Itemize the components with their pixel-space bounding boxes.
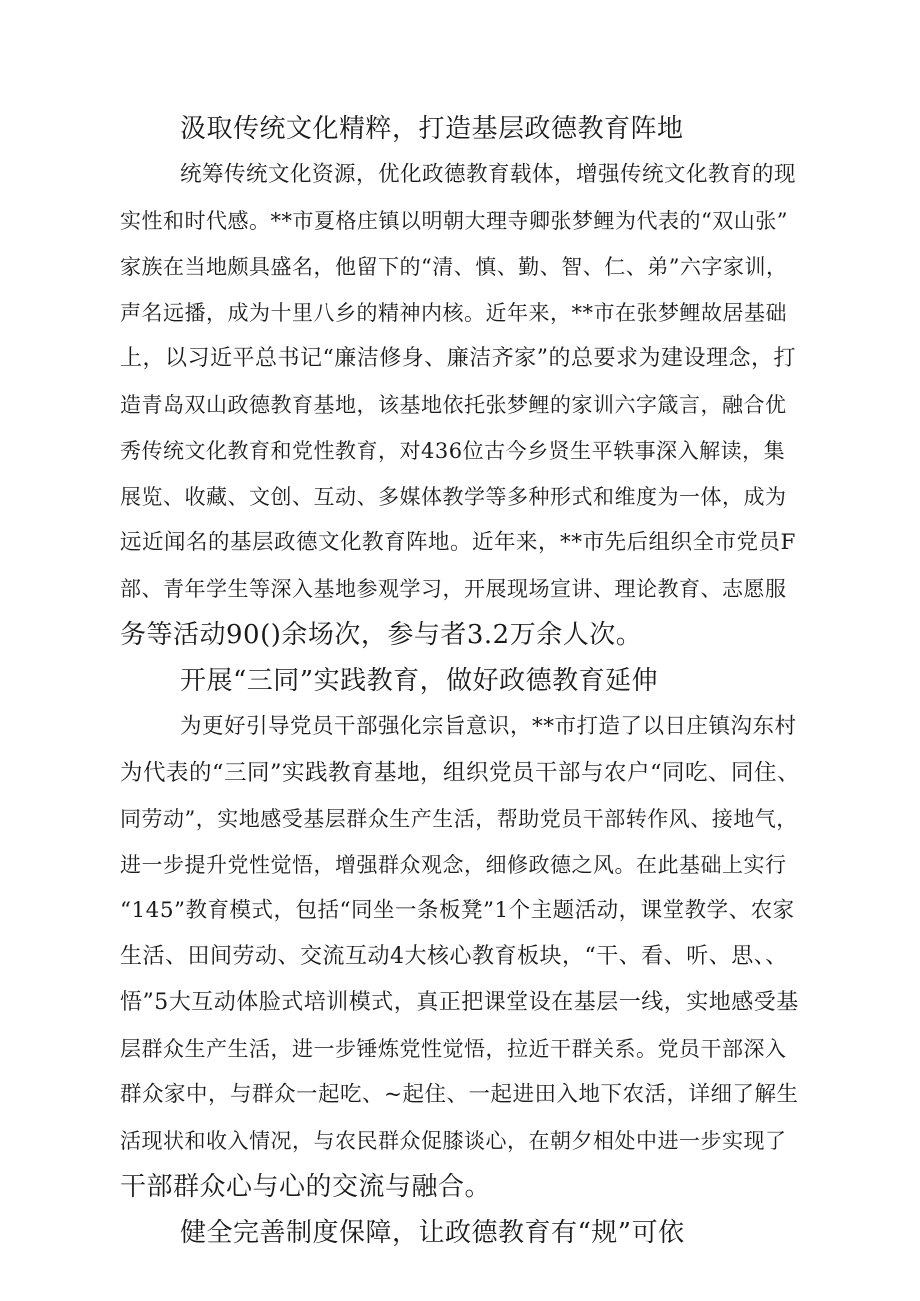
paragraph-line: 造青岛双山政德教育基地，该基地依托张梦鲤的家训六字箴言，融合优 — [120, 393, 787, 417]
paragraph-line: 为更好引导党员干部强化宗旨意识，**市打造了以日庄镇沟东村 — [180, 714, 797, 739]
paragraph-line: 务等活动90()余场次，参与者3.2万余人次。 — [120, 620, 643, 650]
paragraph-line: 实性和时代感。**市夏格庄镇以明朝大理寺卿张梦鲤为代表的“双山张” — [120, 209, 788, 233]
paragraph-line: 秀传统文化教育和党性教育，对436位古今乡贤生平轶事深入解读，集 — [120, 439, 786, 463]
paragraph-line: 声名远播，成为十里八乡的精神内核。近年来，**市在张梦鲤故居基础 — [120, 301, 787, 325]
paragraph-line: 进一步提升党性觉悟，增强群众观念，细修政德之风。在此基础上实行 — [120, 853, 787, 877]
paragraph-line: 干部群众心与心的交流与融合。 — [120, 1172, 492, 1202]
paragraph-line: 生活、田间劳动、交流互动4大核心教育板块，“干、看、听、思、、 — [120, 944, 788, 969]
paragraph-line: 家族在当地颇具盛名，他留下的“清、慎、勤、智、仁、弟”六字家训， — [120, 255, 788, 279]
paragraph-line: 统筹传统文化资源，优化政德教育载体，增强传统文化教育的现 — [180, 162, 797, 187]
paragraph-line: 层群众生产生活，进一步锤炼党性觉悟，拉近干群关系。党员干部深入 — [120, 1037, 787, 1061]
paragraph-line: 展览、收藏、文创、互动、多媒体教学等多种形式和维度为一体，成为 — [120, 485, 787, 509]
section-heading-2: 开展“三同”实践教育，做好政德教育延伸 — [180, 666, 659, 696]
paragraph-line: 部、青年学生等深入基地参观学习，开展现场宣讲、理论教育、志愿服 — [120, 577, 787, 601]
section-heading-3: 健全完善制度保障，让政德教育有“规”可依 — [180, 1218, 685, 1248]
paragraph-line: 远近闻名的基层政德文化教育阵地。近年来，**市先后组织全市党员F — [120, 530, 796, 555]
paragraph-line: 活现状和收入情况，与农民群众促膝谈心，在朝夕相处中进一步实现了 — [120, 1129, 787, 1153]
paragraph-line: 为代表的“三同”实践教育基地，组织党员干部与农户“同吃、同住、 — [120, 760, 801, 786]
paragraph-line: “145”教育模式，包括“同坐一条板凳”1个主题活动，课堂教学、农家 — [120, 898, 795, 923]
paragraph-line: 同劳动”，实地感受基层群众生产生活，帮助党员干部转作风、接地气， — [120, 807, 798, 831]
paragraph-line: 悟”5大互动体脸式培训模式，真正把课堂设在基层一线，实地感受基 — [120, 990, 799, 1015]
paragraph-line: 群众家中，与群众一起吃、~起住、一起进田入地下农活，详细了解生 — [120, 1082, 799, 1107]
paragraph-line: 上，以习近平总书记“廉洁修身、廉洁齐家”的总要求为建设理念，打 — [120, 346, 796, 371]
section-heading-1: 汲取传统文化精粹，打造基层政德教育阵地 — [180, 114, 684, 144]
